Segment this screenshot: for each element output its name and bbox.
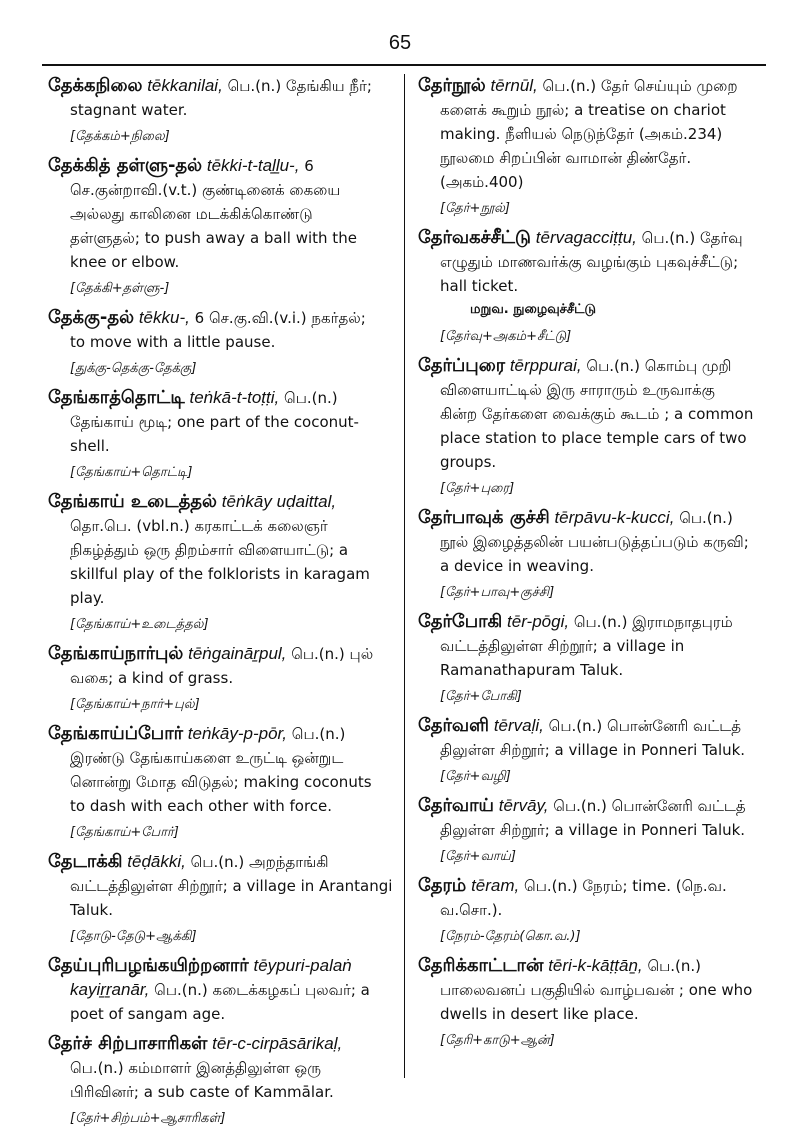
etymology: [நேரம்-தேரம்(கொ.வ.)] [440,929,581,944]
entry-line: திலுள்ள சிற்றூர்; a village in Ponneri Taluk. [440,821,746,839]
entry-headline: தேங்காய்நார்புல் tēṅgaināṟpul, பெ.(n.) புல் [48,643,374,664]
entry-line: நூலமை சிறப்பின் வாமான் திண்தேர். [440,149,692,167]
entry-headline: தேர்ப்புரை tērppurai, பெ.(n.) கொம்பு முறி [418,355,732,376]
entry-line: வட்டத்திலுள்ள சிற்றூர்; a village in Arantangi [70,877,393,895]
entry-headline: தேங்காத்தொட்டி teṅkā-t-toṭṭi, பெ.(n.) [48,387,338,408]
entry-headline: தேர்வளி tērvaḷi, பெ.(n.) பொன்னேரி வட்டத் [418,715,742,736]
entry-headline: தேய்புரிபழங்கயிற்றனார் tēypuri-palaṅ [48,955,352,976]
etymology: [தேர்+சிற்பம்+ஆசாரிகள்] [70,1111,226,1126]
etymology: [தேக்கி+தள்ளு-] [70,281,170,296]
etymology: [தேங்காய்+உடைத்தல்] [70,617,209,632]
entry-line: வகை; a kind of grass. [70,669,234,687]
entry-line: to move with a little pause. [70,333,276,351]
entry-line: hall ticket. [440,277,519,295]
entry-line: Ramanathapuram Taluk. [440,661,624,679]
entry-line: dwells in desert like place. [440,1005,639,1023]
entry-headline: தேர்போகி tēr-pōgi, பெ.(n.) இராமநாதபுரம் [418,611,733,632]
entry-headline: தேடாக்கி tēḍākki, பெ.(n.) அறந்தாங்கி [48,851,329,872]
etymology: [தேர்+நூல்] [440,201,510,216]
etymology: [தேங்காய்+தொட்டி] [70,465,193,480]
entry-line: வ.சொ.). [440,901,503,919]
entry-headline: தேர்வாய் tērvāy, பெ.(n.) பொன்னேரி வட்டத் [418,795,746,816]
entry-line: a device in weaving. [440,557,594,575]
entry-headline: தேக்கித் தள்ளு-தல் tēkki-t-taḻḻu-, 6 [48,155,314,176]
entry-headline: தேக்கநிலை tēkkanilai, பெ.(n.) தேங்கிய நீர்; [48,75,372,96]
entry-line: திலுள்ள சிற்றூர்; a village in Ponneri Taluk. [440,741,746,759]
dictionary-entry [48,386,398,484]
dictionary-entry [418,874,768,948]
entry-line: பிரிவினர்; a sub caste of Kammālar. [70,1083,334,1101]
entry-line: poet of sangam age. [70,1005,226,1023]
dictionary-entry [418,74,768,220]
entry-line: எழுதும் மாணவர்க்கு வழங்கும் புகவுச்சீட்டு; [440,253,739,271]
column-divider [404,74,405,1078]
entry-line: stagnant water. [70,101,188,119]
entry-headline: தேர்நூல் tērnūl, பெ.(n.) தேர் செய்யும் முறை [418,75,738,96]
top-rule [42,64,766,66]
entry-line: செ.குன்றாவி.(v.t.) குண்டினைக் கையை [70,181,341,199]
etymology: [தேங்காய்+போர்] [70,825,179,840]
etymology: [தேர்+போகி] [440,689,522,704]
entry-line: நூல் இழைத்தலின் பயன்படுத்தப்படும் கருவி; [440,533,749,551]
entry-line: to dash with each other with force. [70,797,333,815]
etymology: [தேர்வு+அகம்+சீட்டு] [440,329,572,344]
dictionary-entry [418,954,768,1052]
entry-line: groups. [440,453,497,471]
dictionary-entry [48,154,398,300]
entry-line: தள்ளுதல்; to push away a ball with the [70,229,357,247]
entry-line: knee or elbow. [70,253,180,271]
entry-line: தொ.பெ. (vbl.n.) கரகாட்டக் கலைஞர் [70,517,328,535]
entry-line: பாலைவனப் பகுதியில் வாழ்பவன் ; one who [440,981,753,999]
entry-headline: தேர்ச் சிற்பாசாரிகள் tēr-c-cirpāsārikaḷ, [48,1033,343,1054]
dictionary-entry [48,954,398,1026]
entry-headline: தேங்காய் உடைத்தல் tēṅkāy uḍaittal, [48,491,337,512]
etymology: [தேர்+பாவு+குச்சி] [440,585,555,600]
dictionary-entry [48,490,398,636]
entry-headline: தேர்பாவுக் குச்சி tērpāvu-k-kucci, பெ.(n.) [418,507,733,528]
etymology: [தேர்+புரை] [440,481,515,496]
entry-headline: தேர்வகச்சீட்டு tērvagacciṭṭu, பெ.(n.) தேர்வு [418,227,743,248]
entry-line: shell. [70,437,110,455]
dictionary-entry [418,506,768,604]
entry-line: கின்ற தேர்களை வைக்கும் கூடம் ; a common [440,405,754,423]
left-column [48,74,398,1136]
entry-line: தேங்காய் மூடி; one part of the coconut- [70,413,359,431]
entry-line: இரண்டு தேங்காய்களை உருட்டி ஒன்றுட [70,749,344,767]
etymology: [தேக்கம்+நிலை] [70,129,170,144]
entry-line: kayiṟṟanār, பெ.(n.) கடைக்கழகப் புலவர்; a [70,980,370,999]
dictionary-entry [418,714,768,788]
entry-line: அல்லது காலினை மடக்கிக்கொண்டு [70,205,313,223]
entry-headline: தேரிக்காட்டான் tēri-k-kāṭṭāṉ, பெ.(n.) [418,955,702,976]
entry-line: பெ.(n.) கம்மாளர் இனத்திலுள்ள ஒரு [70,1059,322,1077]
entry-headline: தேங்காய்ப்போர் teṅkāy-p-pōr, பெ.(n.) [48,723,346,744]
dictionary-entry [48,306,398,380]
dictionary-entry [418,354,768,500]
entry-line: வட்டத்திலுள்ள சிற்றூர்; a village in [440,637,685,655]
etymology: [தோடு-தேடு+ஆக்கி] [70,929,197,944]
entry-headline: தேரம் tēram, பெ.(n.) நேரம்; time. (நெ.வ. [418,875,727,896]
dictionary-entry [48,850,398,948]
entry-line: னொன்று மோத விடுதல்; making coconuts [70,773,372,791]
dictionary-entry [48,642,398,716]
dictionary-entry [418,794,768,868]
dictionary-entry [418,610,768,708]
dictionary-entry [418,226,768,348]
entry-line: விளையாட்டில் இரு சாராரும் உருவாக்கு [440,381,715,399]
page-number: 65 [388,32,412,54]
entry-line: place station to place temple cars of two [440,429,747,447]
synonym-note: மறுவ. நுழைவுச்சீட்டு [470,302,597,317]
etymology: [தேர்+வாய்] [440,849,516,864]
etymology: [தேரி+காடு+ஆன்] [440,1033,555,1048]
dictionary-entry [48,74,398,148]
dictionary-entry [48,1032,398,1130]
entry-line: நிகழ்த்தும் ஒரு திறம்சார் விளையாட்டு; a [70,541,349,559]
etymology: [தேர்+வழி] [440,769,511,784]
entry-line: making. நீளியல் நெடுந்தேர் (அகம்.234) [440,125,723,143]
entry-line: களைக் கூறும் நூல்; a treatise on chariot [440,101,726,119]
entry-line: play. [70,589,105,607]
right-column [418,74,768,1058]
etymology: [தேங்காய்+நார்+புல்] [70,697,200,712]
etymology: [துக்கு-தெக்கு-தேக்கு] [70,361,197,376]
dictionary-entry [48,722,398,844]
entry-line: (அகம்.400) [440,173,524,191]
entry-line: skillful play of the folklorists in karagam [70,565,370,583]
entry-headline: தேக்கு-தல் tēkku-, 6 செ.கு.வி.(v.i.) நகர்தல்; [48,307,366,328]
entry-line: Taluk. [70,901,114,919]
